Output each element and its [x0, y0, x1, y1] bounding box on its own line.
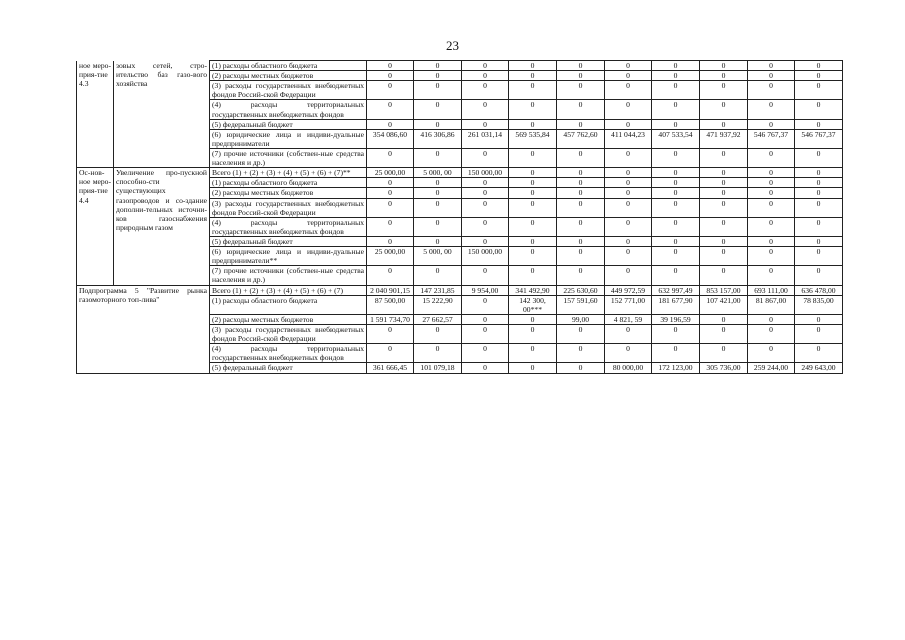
amount-cell: 0	[462, 236, 509, 246]
amount-cell: 0	[748, 217, 795, 236]
amount-cell: 0	[462, 148, 509, 167]
amount-cell: 0	[509, 61, 557, 71]
amount-cell: 0	[557, 344, 605, 363]
amount-cell: 0	[414, 81, 462, 100]
amount-cell: 0	[795, 81, 843, 100]
amount-cell: 0	[367, 188, 414, 198]
amount-cell: 0	[414, 178, 462, 188]
amount-cell: 0	[462, 188, 509, 198]
amount-cell: 0	[700, 148, 748, 167]
funding-source-label: (5) федеральный бюджет	[210, 119, 367, 129]
amount-cell: 0	[700, 178, 748, 188]
amount-cell: 0	[509, 81, 557, 100]
amount-cell: 0	[557, 81, 605, 100]
amount-cell: 0	[748, 119, 795, 129]
amount-cell: 0	[700, 168, 748, 178]
amount-cell: 27 662,57	[414, 314, 462, 324]
amount-cell: 0	[700, 198, 748, 217]
amount-cell: 0	[700, 71, 748, 81]
amount-cell: 0	[605, 71, 652, 81]
amount-cell: 150 000,00	[462, 247, 509, 266]
amount-cell: 0	[605, 188, 652, 198]
measure-name: ное меро-прия-тие 4.3	[77, 61, 114, 168]
amount-cell: 0	[462, 324, 509, 343]
amount-cell: 0	[748, 344, 795, 363]
funding-source-label: (2) расходы местных бюджетов	[210, 71, 367, 81]
amount-cell: 0	[557, 247, 605, 266]
amount-cell: 0	[367, 71, 414, 81]
amount-cell: 0	[557, 198, 605, 217]
amount-cell: 0	[605, 100, 652, 119]
amount-cell: 0	[795, 168, 843, 178]
measure-name: Ос-нов-ное меро-прия-тие 4.4	[77, 168, 114, 285]
amount-cell: 0	[652, 168, 700, 178]
amount-cell: 0	[557, 71, 605, 81]
funding-source-label: (2) расходы местных бюджетов	[210, 188, 367, 198]
amount-cell: 0	[605, 236, 652, 246]
amount-cell: 0	[414, 100, 462, 119]
amount-cell: 0	[367, 119, 414, 129]
amount-cell: 0	[557, 119, 605, 129]
budget-table	[76, 60, 843, 374]
funding-source-label: Всего (1) + (2) + (3) + (4) + (5) + (6) + (7)**	[210, 168, 367, 178]
amount-cell: 0	[509, 314, 557, 324]
funding-source-label: Всего (1) + (2) + (3) + (4) + (5) + (6) + (7)	[210, 285, 367, 295]
amount-cell: 0	[557, 363, 605, 373]
amount-cell: 0	[462, 314, 509, 324]
amount-cell: 471 937,92	[700, 129, 748, 148]
amount-cell: 0	[605, 178, 652, 188]
amount-cell: 0	[462, 71, 509, 81]
amount-cell: 0	[652, 71, 700, 81]
amount-cell: 0	[509, 324, 557, 343]
amount-cell: 416 306,86	[414, 129, 462, 148]
amount-cell: 2 040 901,15	[367, 285, 414, 295]
amount-cell: 0	[748, 314, 795, 324]
amount-cell: 0	[700, 217, 748, 236]
amount-cell: 361 666,45	[367, 363, 414, 373]
funding-source-label: (5) федеральный бюджет	[210, 236, 367, 246]
amount-cell: 0	[605, 217, 652, 236]
amount-cell: 0	[414, 266, 462, 285]
amount-cell: 0	[795, 188, 843, 198]
amount-cell: 0	[795, 71, 843, 81]
amount-cell: 0	[414, 217, 462, 236]
amount-cell: 0	[652, 344, 700, 363]
amount-cell: 0	[748, 324, 795, 343]
amount-cell: 341 492,90	[509, 285, 557, 295]
amount-cell: 0	[748, 168, 795, 178]
amount-cell: 181 677,90	[652, 295, 700, 314]
amount-cell: 5 000, 00	[414, 168, 462, 178]
amount-cell: 0	[700, 344, 748, 363]
amount-cell: 99,00	[557, 314, 605, 324]
amount-cell: 0	[509, 71, 557, 81]
amount-cell: 693 111,00	[748, 285, 795, 295]
amount-cell: 0	[652, 61, 700, 71]
amount-cell: 0	[462, 217, 509, 236]
amount-cell: 0	[462, 344, 509, 363]
amount-cell: 0	[748, 148, 795, 167]
amount-cell: 0	[557, 217, 605, 236]
amount-cell: 0	[652, 81, 700, 100]
funding-source-label: (7) прочие источники (собствен-ные средства населения и др.)	[210, 266, 367, 285]
amount-cell: 0	[367, 344, 414, 363]
amount-cell: 0	[414, 344, 462, 363]
amount-cell: 0	[462, 198, 509, 217]
amount-cell: 546 767,37	[748, 129, 795, 148]
amount-cell: 0	[367, 81, 414, 100]
amount-cell: 87 500,00	[367, 295, 414, 314]
funding-source-label: (7) прочие источники (собствен-ные средства населения и др.)	[210, 148, 367, 167]
amount-cell: 0	[605, 61, 652, 71]
amount-cell: 5 000, 00	[414, 247, 462, 266]
amount-cell: 0	[795, 148, 843, 167]
amount-cell: 0	[605, 344, 652, 363]
measure-description: зовых сетей, стро-ительство баз газо-вого хозяйства	[114, 61, 210, 168]
amount-cell: 0	[700, 324, 748, 343]
amount-cell: 0	[462, 266, 509, 285]
amount-cell: 0	[748, 198, 795, 217]
amount-cell: 25 000,00	[367, 168, 414, 178]
measure-description: Увеличение про-пускной способно-сти существующих газопроводов и со-здание дополни-тельных источни-ков газоснабжения природным газом	[114, 168, 210, 285]
amount-cell: 0	[748, 247, 795, 266]
amount-cell: 449 972,59	[605, 285, 652, 295]
amount-cell: 0	[795, 344, 843, 363]
amount-cell: 0	[652, 324, 700, 343]
amount-cell: 0	[795, 178, 843, 188]
amount-cell: 0	[748, 100, 795, 119]
amount-cell: 0	[462, 61, 509, 71]
amount-cell: 0	[795, 324, 843, 343]
amount-cell: 0	[557, 266, 605, 285]
amount-cell: 0	[509, 100, 557, 119]
amount-cell: 172 123,00	[652, 363, 700, 373]
amount-cell: 0	[795, 119, 843, 129]
amount-cell: 0	[557, 148, 605, 167]
amount-cell: 0	[700, 236, 748, 246]
amount-cell: 0	[414, 119, 462, 129]
table-row	[77, 61, 843, 71]
amount-cell: 0	[414, 198, 462, 217]
amount-cell: 0	[509, 178, 557, 188]
amount-cell: 0	[748, 81, 795, 100]
amount-cell: 0	[414, 61, 462, 71]
amount-cell: 0	[795, 198, 843, 217]
amount-cell: 81 867,00	[748, 295, 795, 314]
amount-cell: 0	[462, 295, 509, 314]
amount-cell: 0	[652, 236, 700, 246]
amount-cell: 0	[748, 266, 795, 285]
amount-cell: 853 157,00	[700, 285, 748, 295]
amount-cell: 0	[509, 198, 557, 217]
page-number: 23	[446, 38, 459, 53]
amount-cell: 0	[509, 236, 557, 246]
amount-cell: 0	[700, 81, 748, 100]
amount-cell: 0	[605, 266, 652, 285]
amount-cell: 0	[605, 198, 652, 217]
amount-cell: 39 196,59	[652, 314, 700, 324]
amount-cell: 0	[748, 61, 795, 71]
amount-cell: 0	[462, 100, 509, 119]
amount-cell: 0	[795, 247, 843, 266]
amount-cell: 0	[795, 100, 843, 119]
amount-cell: 0	[462, 178, 509, 188]
amount-cell: 0	[367, 217, 414, 236]
amount-cell: 0	[700, 247, 748, 266]
amount-cell: 0	[557, 236, 605, 246]
table-row	[77, 168, 843, 178]
amount-cell: 0	[367, 100, 414, 119]
amount-cell: 0	[795, 314, 843, 324]
amount-cell: 0	[795, 266, 843, 285]
amount-cell: 1 591 734,70	[367, 314, 414, 324]
amount-cell: 0	[652, 178, 700, 188]
amount-cell: 0	[605, 247, 652, 266]
amount-cell: 354 086,60	[367, 129, 414, 148]
table-row	[77, 285, 843, 295]
amount-cell: 0	[652, 247, 700, 266]
amount-cell: 0	[509, 168, 557, 178]
funding-source-label: (4) расходы территориальных государственных внебюджетных фондов	[210, 344, 367, 363]
funding-source-label: (1) расходы областного бюджета	[210, 295, 367, 314]
amount-cell: 305 736,00	[700, 363, 748, 373]
amount-cell: 0	[605, 168, 652, 178]
amount-cell: 0	[700, 314, 748, 324]
amount-cell: 0	[367, 266, 414, 285]
amount-cell: 0	[557, 178, 605, 188]
amount-cell: 0	[367, 198, 414, 217]
funding-source-label: (2) расходы местных бюджетов	[210, 314, 367, 324]
amount-cell: 0	[557, 188, 605, 198]
amount-cell: 0	[367, 178, 414, 188]
amount-cell: 0	[795, 217, 843, 236]
amount-cell: 0	[462, 363, 509, 373]
funding-source-label: (1) расходы областного бюджета	[210, 178, 367, 188]
funding-source-label: (4) расходы территориальных государственных внебюджетных фондов	[210, 100, 367, 119]
amount-cell: 632 997,49	[652, 285, 700, 295]
amount-cell: 0	[367, 236, 414, 246]
amount-cell: 0	[414, 236, 462, 246]
amount-cell: 101 079,18	[414, 363, 462, 373]
amount-cell: 0	[557, 100, 605, 119]
amount-cell: 636 478,00	[795, 285, 843, 295]
amount-cell: 0	[509, 148, 557, 167]
funding-source-label: (3) расходы государственных внебюджетных фондов Россий-ской Федерации	[210, 324, 367, 343]
amount-cell: 0	[795, 236, 843, 246]
amount-cell: 0	[605, 81, 652, 100]
amount-cell: 25 000,00	[367, 247, 414, 266]
amount-cell: 78 835,00	[795, 295, 843, 314]
amount-cell: 0	[748, 178, 795, 188]
amount-cell: 0	[509, 217, 557, 236]
amount-cell: 9 954,00	[462, 285, 509, 295]
amount-cell: 0	[557, 324, 605, 343]
amount-cell: 0	[509, 363, 557, 373]
funding-source-label: (6) юридические лица и индиви-дуальные предприниматели**	[210, 247, 367, 266]
amount-cell: 80 000,00	[605, 363, 652, 373]
amount-cell: 0	[748, 71, 795, 81]
amount-cell: 4 821, 59	[605, 314, 652, 324]
funding-source-label: (3) расходы государственных внебюджетных фондов Россий-ской Федерации	[210, 198, 367, 217]
amount-cell: 0	[700, 61, 748, 71]
amount-cell: 546 767,37	[795, 129, 843, 148]
funding-source-label: (4) расходы территориальных государственных внебюджетных фондов	[210, 217, 367, 236]
amount-cell: 457 762,60	[557, 129, 605, 148]
amount-cell: 0	[509, 119, 557, 129]
subprogram-title: Подпрограмма 5 "Развитие рынка газомоторного топ-лива"	[77, 285, 210, 373]
amount-cell: 0	[414, 324, 462, 343]
amount-cell: 0	[414, 148, 462, 167]
amount-cell: 0	[652, 100, 700, 119]
amount-cell: 259 244,00	[748, 363, 795, 373]
amount-cell: 142 300, 00***	[509, 295, 557, 314]
amount-cell: 15 222,90	[414, 295, 462, 314]
amount-cell: 0	[748, 236, 795, 246]
amount-cell: 225 630,60	[557, 285, 605, 295]
amount-cell: 0	[414, 71, 462, 81]
amount-cell: 0	[509, 266, 557, 285]
amount-cell: 0	[462, 81, 509, 100]
amount-cell: 0	[605, 148, 652, 167]
amount-cell: 0	[367, 148, 414, 167]
amount-cell: 147 231,85	[414, 285, 462, 295]
amount-cell: 261 031,14	[462, 129, 509, 148]
amount-cell: 0	[700, 188, 748, 198]
funding-source-label: (5) федеральный бюджет	[210, 363, 367, 373]
amount-cell: 0	[748, 188, 795, 198]
amount-cell: 0	[367, 324, 414, 343]
amount-cell: 569 535,84	[509, 129, 557, 148]
amount-cell: 0	[509, 247, 557, 266]
amount-cell: 150 000,00	[462, 168, 509, 178]
amount-cell: 0	[414, 188, 462, 198]
amount-cell: 157 591,60	[557, 295, 605, 314]
amount-cell: 0	[509, 344, 557, 363]
amount-cell: 0	[509, 188, 557, 198]
amount-cell: 0	[557, 168, 605, 178]
amount-cell: 0	[700, 100, 748, 119]
amount-cell: 107 421,00	[700, 295, 748, 314]
amount-cell: 0	[652, 148, 700, 167]
amount-cell: 0	[605, 119, 652, 129]
amount-cell: 0	[652, 198, 700, 217]
amount-cell: 152 771,00	[605, 295, 652, 314]
amount-cell: 0	[557, 61, 605, 71]
funding-source-label: (1) расходы областного бюджета	[210, 61, 367, 71]
amount-cell: 0	[605, 324, 652, 343]
table-body	[77, 61, 843, 374]
amount-cell: 0	[795, 61, 843, 71]
amount-cell: 411 044,23	[605, 129, 652, 148]
amount-cell: 0	[700, 266, 748, 285]
amount-cell: 0	[652, 266, 700, 285]
amount-cell: 407 533,54	[652, 129, 700, 148]
amount-cell: 0	[652, 217, 700, 236]
funding-source-label: (3) расходы государственных внебюджетных фондов Россий-ской Федерации	[210, 81, 367, 100]
amount-cell: 0	[652, 188, 700, 198]
amount-cell: 0	[652, 119, 700, 129]
funding-source-label: (6) юридические лица и индиви-дуальные предприниматели	[210, 129, 367, 148]
amount-cell: 0	[462, 119, 509, 129]
amount-cell: 0	[367, 61, 414, 71]
amount-cell: 249 643,00	[795, 363, 843, 373]
amount-cell: 0	[700, 119, 748, 129]
